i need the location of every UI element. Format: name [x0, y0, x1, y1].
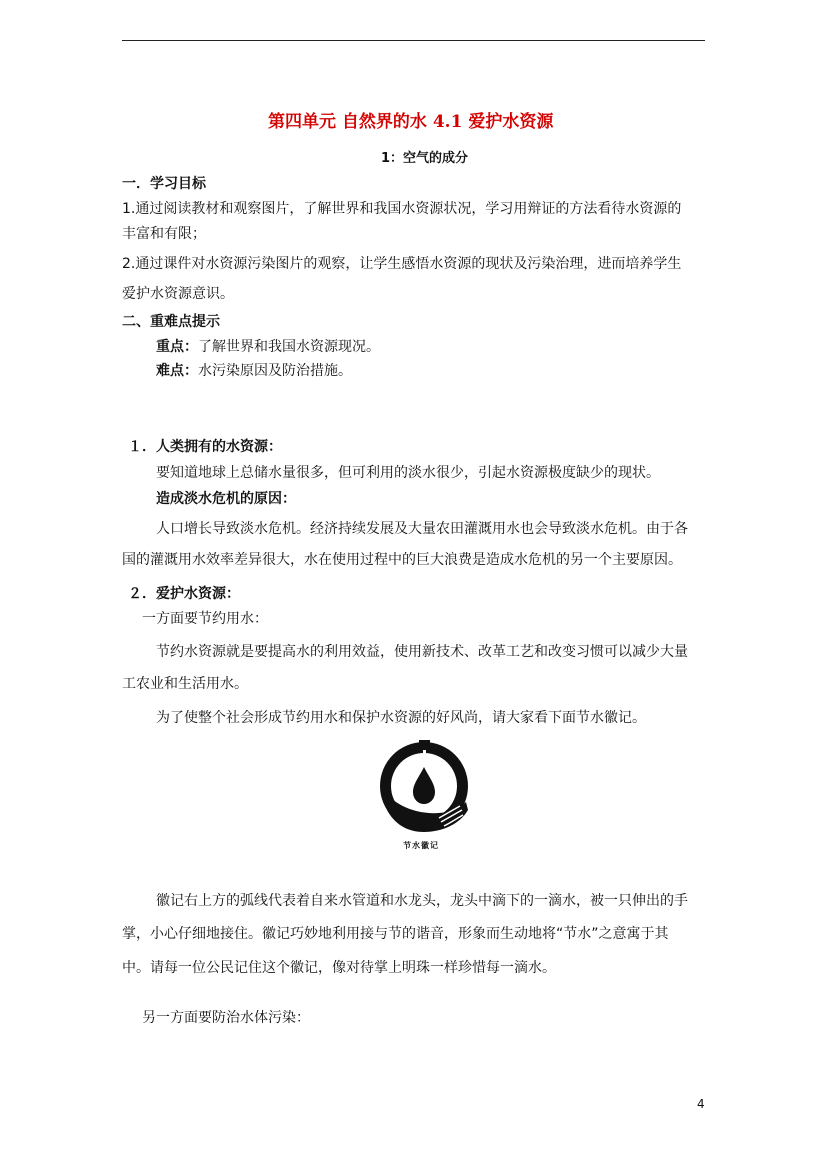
objective-2-line-2: 爱护水资源意识。 — [122, 286, 234, 302]
key-point — [156, 337, 380, 357]
section-2-para-1-line-2: 工农业和生活用水。 — [122, 676, 248, 692]
difficulty-point — [156, 361, 352, 381]
section-1-line: 要知道地球上总储水量很多，但可利用的淡水很少，引起水资源极度缺少的现状。 — [156, 465, 660, 481]
figure-caption: 节水徽记 — [403, 841, 439, 850]
section-2-para-3-line-3: 中。请每一位公民记住这个徽记，像对待掌上明珠一样珍惜每一滴水。 — [122, 960, 556, 976]
section-2-heading: ２．爱护水资源： — [128, 586, 240, 602]
section-2-para-2: 为了使整个社会形成节约用水和保护水资源的好风尚，请大家看下面节水徽记。 — [156, 710, 646, 726]
section-2-line: 一方面要节约用水： — [142, 611, 268, 627]
difficulty-label: 难点： — [156, 363, 198, 379]
section-2-last-line: 另一方面要防治水体污染： — [142, 1010, 310, 1026]
header-rule — [122, 40, 705, 41]
section-2-para-3-line-1: 徽记右上方的弧线代表着自来水管道和水龙头，龙头中滴下的一滴水，被一只伸出的手 — [156, 893, 688, 909]
difficulty-text: 水污染原因及防治措施。 — [198, 363, 352, 379]
section-2-para-3-line-2: 掌，小心仔细地接住。徽记巧妙地利用接与节的谐音，形象而生动地将“节水”之意寓于其 — [122, 926, 669, 942]
page-subtitle: 1：空气的成分 — [381, 151, 469, 166]
objective-1-line-1: 1.通过阅读教材和观察图片，了解世界和我国水资源状况，学习用辩证的方法看待水资源的 — [122, 201, 682, 217]
section-1-para-line-2: 国的灌溉用水效率差异很大，水在使用过程中的巨大浪费是造成水危机的另一个主要原因。 — [122, 552, 682, 568]
section-1-subheading: 造成淡水危机的原因： — [156, 491, 296, 507]
section-1-heading: １．人类拥有的水资源： — [128, 439, 282, 455]
keypoints-heading: 二、重难点提示 — [122, 314, 220, 330]
section-2-para-1-line-1: 节约水资源就是要提高水的利用效益，使用新技术、改革工艺和改变习惯可以减少大量 — [156, 644, 688, 660]
objective-1-line-2: 丰富和有限； — [122, 226, 206, 242]
page-title: 第四单元 自然界的水 4.1 爱护水资源 — [268, 112, 554, 132]
key-point-text: 了解世界和我国水资源现况。 — [198, 339, 380, 355]
water-saving-logo — [376, 740, 472, 832]
page-number: 4 — [697, 1097, 705, 1111]
objectives-heading: 一．学习目标 — [122, 176, 206, 192]
section-1-para-line-1: 人口增长导致淡水危机。经济持续发展及大量农田灌溉用水也会导致淡水危机。由于各 — [156, 521, 688, 537]
objective-2-line-1: 2.通过课件对水资源污染图片的观察，让学生感悟水资源的现状及污染治理，进而培养学生 — [122, 256, 682, 272]
key-point-label: 重点： — [156, 339, 198, 355]
